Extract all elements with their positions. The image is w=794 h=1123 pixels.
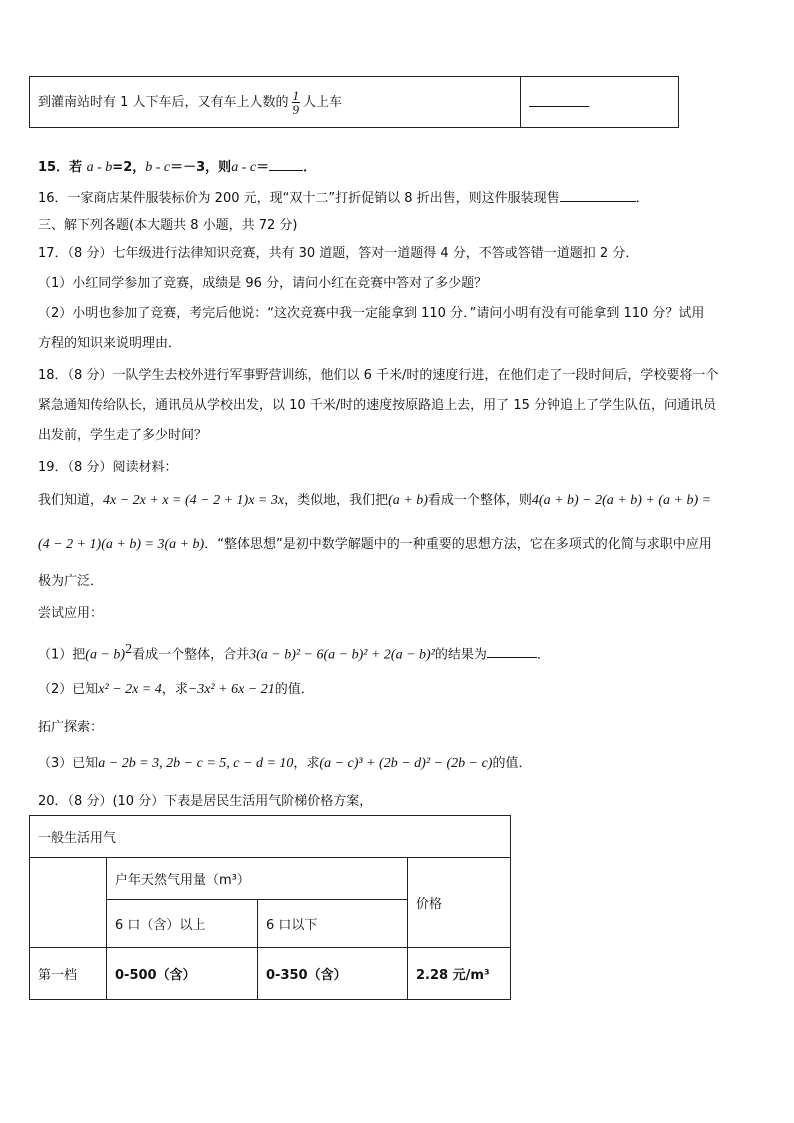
q15-blank[interactable] [269, 157, 303, 171]
gas-price-table [29, 815, 511, 1000]
question-15: 15．若 a - b=2，b - c＝－3，则a - c＝ ． [38, 157, 316, 178]
question-17-part1: （1）小红同学参加了竞赛，成绩是 96 分，请问小红在竞赛中答对了多少题？ [38, 276, 488, 291]
fraction-one-ninth: $\frac{1}{9}$ [292, 87, 300, 117]
section-3-heading: 三、解下列各题(本大题共 8 小题，共 72 分) [38, 218, 298, 233]
question-19-title: 19．（8 分）阅读材料： [38, 460, 178, 475]
table-row1-range-b: 0-350（含） [258, 948, 408, 1000]
question-19-material-line2: (4 − 2 + 1)(a + b) = 3(a + b)．“整体思想”是初中数学解题中的一种重要的思想方法，它在多项式的化简与求职中应用 [38, 537, 712, 552]
top-table-answer-cell[interactable] [521, 77, 679, 128]
question-19-material-line1: 我们知道，4x − 2x + x = (4 − 2 + 1)x = 3x，类似地，我们把(a + b)看成一个整体，则4(a + b) − 2(a + b) + (a + b) = [38, 493, 712, 508]
top-table-text-cell: 到灌南站时有 1 人下车后，又有车上人数的 $\frac{1}{9}$ 人上车 [30, 77, 521, 128]
question-20-stem: 20．（8 分）(10 分）下表是居民生活用气阶梯价格方案， [38, 794, 373, 809]
table-row1-label: 第一档 [30, 948, 107, 1000]
question-16: 16．一家商店某件服装标价为 200 元，现“双十二”打折促销以 8 折出售，则这件服装现售 ． [38, 188, 649, 209]
question-19-part1: （1）把$(a - b)^2$看成一个整体，合并3(a − b)² − 6(a − b)² + 2(a − b)²的结果为 ． [38, 642, 550, 663]
equation: 4x − 2x + x = (4 − 2 + 1)x = 3x [103, 493, 285, 508]
try-apply-heading: 尝试应用： [38, 606, 104, 621]
q19-part1-blank[interactable] [487, 644, 537, 658]
table-row1-range-a: 0-500（含） [107, 948, 258, 1000]
table-header-general: 一般生活用气 [30, 816, 511, 858]
top-table-text: 到灌南站时有 1 人下车后，又有车上人数的 [38, 94, 289, 110]
question-18-line3: 出发前，学生走了多少时间？ [38, 428, 208, 443]
question-17-stem: 17．（8 分）七年级进行法律知识竞赛，共有 30 道题，答对一道题得 4 分，不答或答错一道题扣 2 分． [38, 246, 639, 261]
question-19-part2: （2）已知x² − 2x = 4，求−3x² + 6x − 21的值． [38, 682, 314, 697]
table-empty-cell [30, 858, 107, 948]
table-price-header: 价格 [408, 858, 511, 948]
question-17-part2-line2: 方程的知识来说明理由． [38, 336, 182, 351]
top-table [29, 76, 679, 128]
table-usage-header: 户年天然气用量（m³） [107, 858, 408, 900]
answer-blank[interactable] [529, 93, 589, 107]
table-col-under-six: 6 口以下 [258, 900, 408, 948]
table-row1-price: 2.28 元/m³ [408, 948, 511, 1000]
question-19-material-line3: 极为广泛． [38, 574, 104, 589]
question-19-part3: （3）已知a − 2b = 3, 2b − c = 5, c − d = 10，求(a − c)³ + (2b − d)² − (2b − c)的值． [38, 756, 532, 771]
table-col-six-or-more: 6 口（含）以上 [107, 900, 258, 948]
q16-blank[interactable] [560, 188, 636, 202]
question-17-part2-line1: （2）小明也参加了竞赛，考完后他说：“这次竞赛中我一定能拿到 110 分．”请问小明有没有可能拿到 110 分？试用 [38, 306, 705, 321]
question-18-line2: 紧急通知传给队长，通讯员从学校出发，以 10 千米/时的速度按原路追上去，用了 15 分钟追上了学生队伍，问通讯员 [38, 398, 716, 413]
extension-heading: 拓广探索： [38, 720, 104, 735]
question-18-line1: 18．（8 分）一队学生去校外进行军事野营训练，他们以 6 千米/时的速度行进，在他们走了一段时间后，学校要将一个 [38, 368, 719, 383]
